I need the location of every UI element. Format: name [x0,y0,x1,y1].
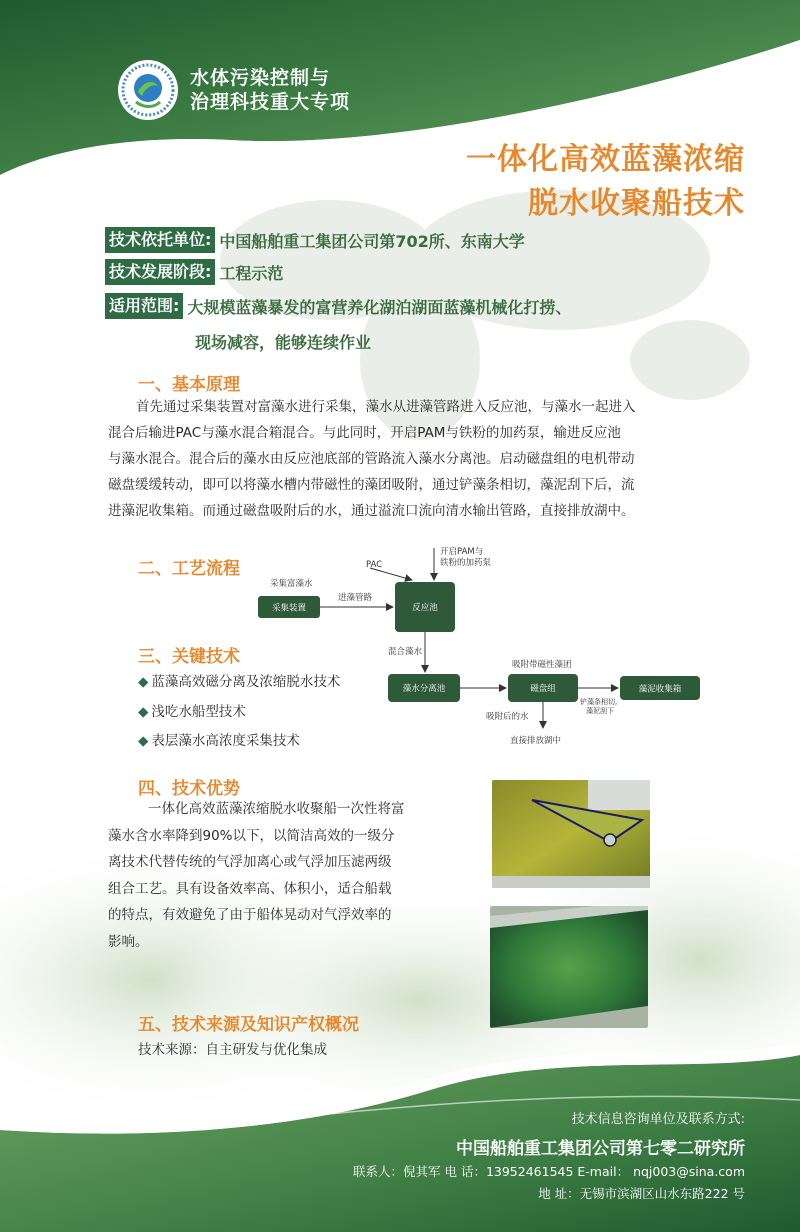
section4-line: 一体化高效蓝藻浓缩脱水收聚船一次性将富 [148,801,405,817]
info-scope-value-cont: 现场减容，能够连续作业 [195,333,372,352]
flow-label-magclump: 吸附带磁性藻团 [512,660,572,670]
flow-box-magnet-label: 磁盘组 [530,684,556,694]
section3-heading: 三、关键技术 [138,647,240,667]
contact-org: 中国船舶重工集团公司第七零二研究所 [456,1139,745,1159]
diamond-bullet-icon: ◆ [138,704,149,720]
logo-line1: 水体污染控制与 [190,67,331,89]
flow-label-rich: 采集富藻水 [270,579,313,589]
flow-label-scrape1: 铲藻条相切, [580,698,618,706]
logo-line2: 治理科技重大专项 [190,91,351,113]
flow-box-sludge-label: 藻泥收集箱 [638,684,682,695]
section1-heading: 一、基本原理 [138,375,240,395]
title-line1: 一体化高效蓝藻浓缩 [466,142,745,177]
info-scope-row [105,292,571,320]
key-tech-item-text: 浅吃水船型技术 [151,704,246,720]
section4-line: 组合工艺。具有设备效率高、体积小，适合船载 [108,880,392,897]
section4-heading: 四、技术优势 [138,779,240,799]
info-scope-label: 适用范围: [105,293,183,319]
title-line2: 脱水收聚船技术 [528,186,745,221]
key-tech-item-text: 蓝藻高效磁分离及浓缩脱水技术 [151,674,341,690]
section5-heading: 五、技术来源及知识产权概况 [138,1015,359,1035]
contact-address-line: 地 址：无锡市滨湖区山水东路222 号 [538,1186,745,1201]
section4-line: 的特点，有效避免了由于船体晃动对气浮效率的 [108,907,392,923]
section1-paragraph [108,394,708,524]
flow-label-mix: 混合藻水 [388,647,423,657]
key-tech-item-text: 表层藻水高浓度采集技术 [151,733,300,749]
section2-heading: 二、工艺流程 [138,559,240,579]
section4-paragraph [108,796,448,955]
key-tech-item [138,700,246,720]
info-stage-label: 技术发展阶段: [105,259,215,285]
key-tech-item [138,670,340,690]
contact-person-line: 联系人：倪其军 电 话：13952461545 E-mail： nqj003@sina.com [353,1164,745,1179]
section4-line: 离技术代替传统的气浮加离心或气浮加压滤两级 [108,854,392,870]
section1-line: 与藻水混合。混合后的藻水由反应池底部的管路流入藻水分离池。启动磁盘组的电机带动 [108,451,635,467]
diamond-bullet-icon: ◆ [138,733,149,749]
contact-heading: 技术信息咨询单位及联系方式: [571,1112,745,1127]
section1-line: 进藻泥收集箱。而通过磁盘吸附后的水，通过溢流口流向清水输出管路，直接排放湖中。 [108,503,635,519]
info-unit-row [105,226,525,254]
section4-line: 藻水含水率降到90%以下，以简洁高效的一级分 [108,827,395,844]
diamond-bullet-icon: ◆ [138,674,149,690]
section1-line: 磁盘缓缓转动，即可以将藻水槽内带磁性的藻团吸附，通过铲藻条相切，藻泥刮下后，流 [108,477,635,493]
tech-source: 技术来源：自主研发与优化集成 [138,1042,327,1058]
flow-label-discharge: 直接排放湖中 [510,736,562,746]
flow-box-collect-label: 采集装置 [271,603,307,614]
algae-sludge-photo [490,906,648,1028]
flow-label-pac: PAC [366,560,383,570]
flow-box-react-label: 反应池 [412,603,438,613]
flow-label-pam1: 开启PAM与 [440,547,484,557]
flow-label-scrape2: 藻泥刮下 [586,707,614,715]
logo-text [190,66,350,114]
section1-line: 混合后输进PAC与藻水混合箱混合。与此同时，开启PAM与铁粉的加药泵，输进反应池 [108,425,621,441]
section1-line: 首先通过采集装置对富藻水进行采集，藻水从进藻管路进入反应池，与藻水一起进入 [136,399,636,415]
flow-label-pipe: 进藻管路 [338,593,373,603]
info-unit-value: 中国船舶重工集团公司第702所、东南大学 [219,231,525,251]
info-unit-label: 技术依托单位: [105,227,215,253]
info-stage-row [105,258,283,286]
flow-label-water: 吸附后的水 [486,712,529,722]
info-stage-value: 工程示范 [219,263,284,283]
algae-tank-photo [492,780,650,888]
key-tech-item [138,729,300,749]
flow-label-pam2: 铁粉的加药泵 [440,558,492,568]
process-flow-diagram [240,540,720,755]
section4-line: 影响。 [108,933,149,950]
flow-box-separate-label: 藻水分离池 [402,684,446,694]
logo-emblem-icon [116,58,180,122]
info-scope-value: 大规模蓝藻暴发的富营养化湖泊湖面蓝藻机械化打捞、 [187,297,572,317]
